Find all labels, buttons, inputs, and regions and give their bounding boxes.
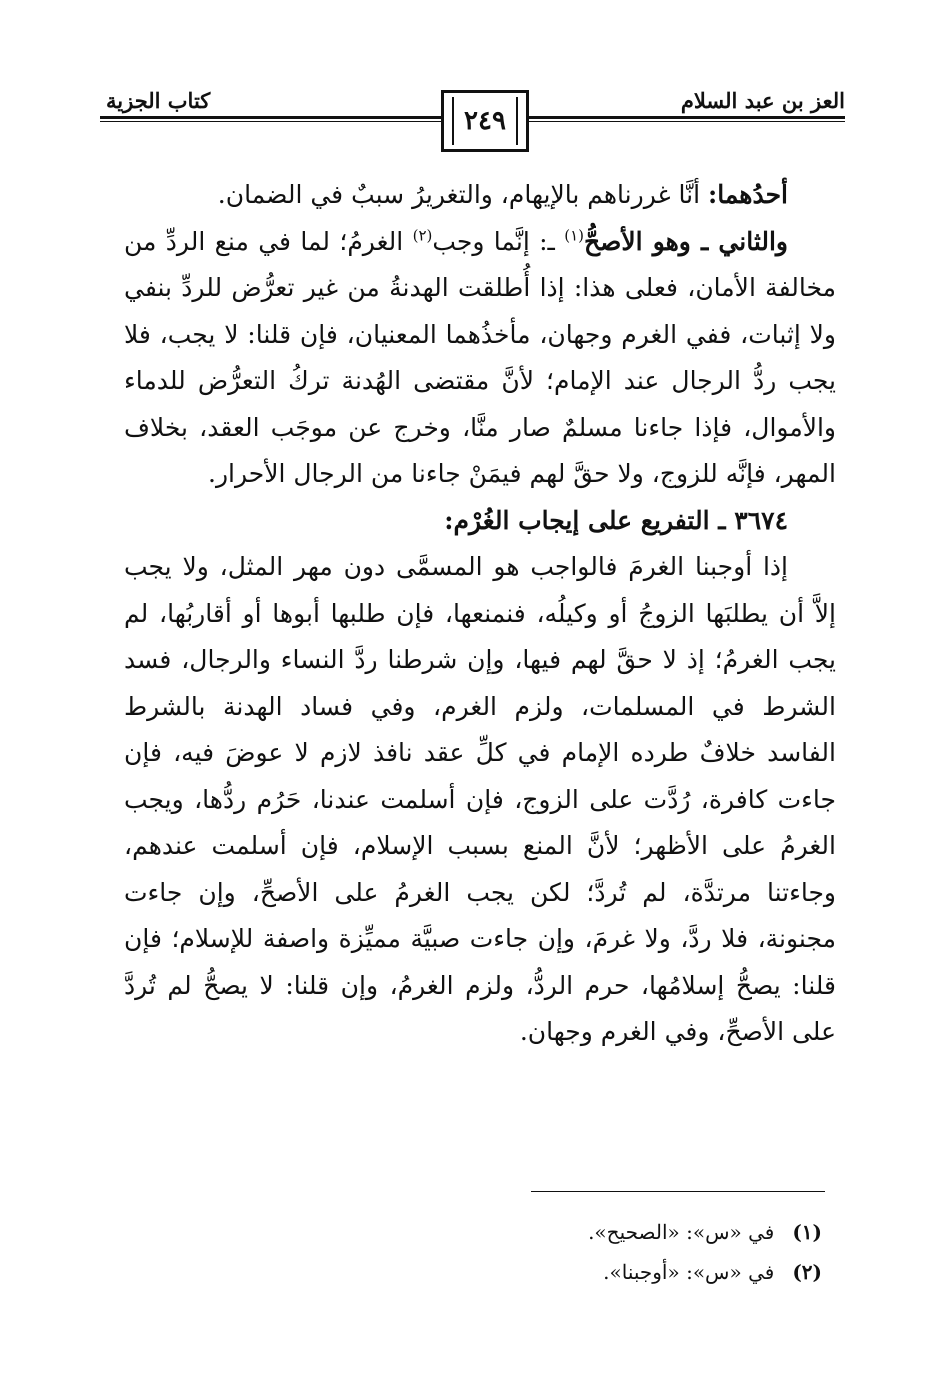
header-chapter: كتاب الجزية <box>106 88 211 113</box>
footnote-ref-1: (١) <box>564 226 585 245</box>
footnote-number: (١) <box>792 1220 822 1244</box>
header-author: العز بن عبد السلام <box>680 88 845 113</box>
footnotes <box>300 1212 822 1292</box>
paragraph-3: إذا أوجبنا الغرمَ فالواجب هو المسمَّى دون مهر المثل، ولا يجب إلاَّ أن يطلبَها الزوجُ أو وكيلُه، فنمنعها، فإن طلبها أبوها أو أقاربُها، لم يجب الغرمُ؛ إذ لا حقَّ لهم فيها، وإن شرطنا ردَّ النساء والرجال، فسد الشرط في المسلمات، ولزم الغرم، وفي فساد الهدنة بالشرط الفاسد خلافٌ طرده الإمام في كلِّ عقد نافذ لازم لا عوضَ فيه، فإن جاءت كافرة، رُدَّت على الزوج، فإن أسلمت عندنا، حَرُم ردُّها، ويجب الغرمُ على الأظهر؛ لأنَّ المنع بسبب الإسلام، فإن أسلمت عندهم، وجاءتنا مرتدَّة، لم تُردَّ؛ لكن يجب الغرمُ على الأصحِّ، وإن جاءت مجنونة، فلا ردَّ، ولا غرمَ، وإن جاءت صبيَّة مميِّزة واصفة للإسلام؛ فإن قلنا: يصحُّ إسلامُها، حرم الردُّ، ولزم الغرمُ، وإن قلنا: لا يصحُّ لم تُردَّ على الأصحِّ، وفي الغرم وجهان. <box>124 552 836 1046</box>
paragraph-2 <box>124 219 836 498</box>
footnote-1 <box>300 1212 822 1252</box>
footnote-text: في «س»: «الصحيح». <box>588 1220 775 1244</box>
footnote-text: في «س»: «أوجبنا». <box>603 1260 775 1284</box>
paragraph-2-mid: ـ: إنَّما وجب <box>432 226 565 256</box>
footnote-ref-2: (٢) <box>412 226 433 245</box>
page-number: ٢٤٩ <box>464 106 506 136</box>
page-header <box>100 70 845 170</box>
main-text <box>124 172 836 1056</box>
footnote-2 <box>300 1252 822 1292</box>
page-number-box <box>441 90 529 152</box>
section-heading: ٣٦٧٤ ـ التفريع على إيجاب الغُرْم: <box>444 505 788 535</box>
footnote-separator <box>531 1191 825 1192</box>
paragraph-2-lead: والثاني ـ وهو الأصحُّ <box>584 226 788 256</box>
paragraph-1-text: أنَّا غررناهم بالإيهام، والتغريرُ سببٌ في الضمان. <box>217 180 708 209</box>
paragraph-1 <box>124 172 836 219</box>
paragraph-2-text: الغرمُ؛ لما في منع الردِّ من مخالفة الأمان، فعلى هذا: إذا أُطلقت الهدنةُ من غير تعرُّض للردِّ بنفي ولا إثبات، ففي الغرم وجهان، مأخذُهما المعنيان، فإن قلنا: لا يجب، فلا يجب ردُّ الرجال عند الإمام؛ لأنَّ مقتضى الهُدنة تركُ التعرُّض للدماء والأموال، فإذا جاءنا مسلمٌ صار منَّا، وخرج عن موجَب العقد، بخلاف المهر، فإنَّه للزوج، ولا حقَّ لهم فيمَنْ جاءنا من الرجال الأحرار. <box>124 226 836 488</box>
paragraph-1-lead: أحدُهما: <box>707 180 788 209</box>
footnote-number: (٢) <box>792 1260 822 1284</box>
